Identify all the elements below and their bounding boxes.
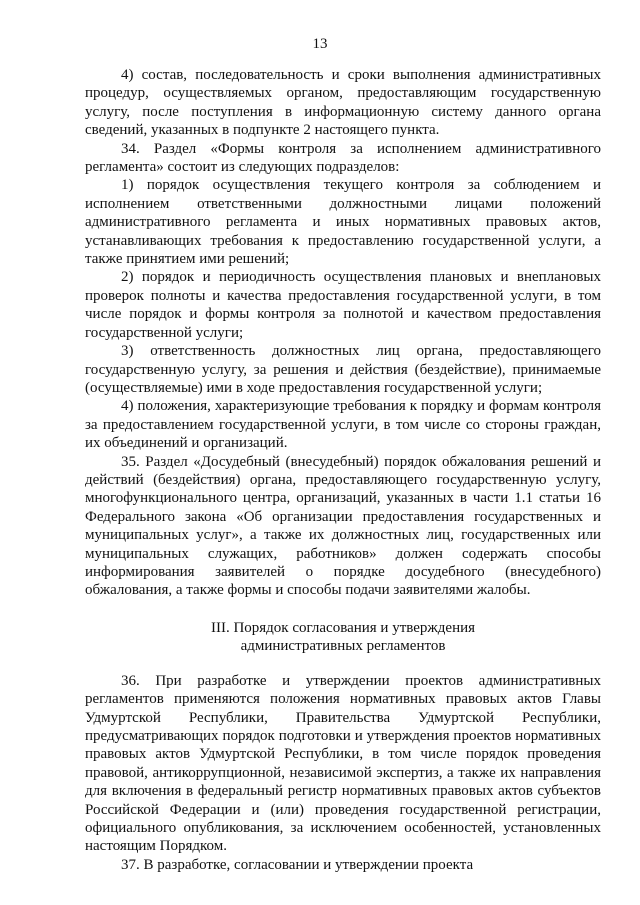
paragraph-37: 37. В разработке, согласовании и утверждении проекта [121,856,474,873]
paragraph-34: 34. Раздел «Формы контроля за исполнением административного регламента» состоит из следующих подразделов: [85,140,601,176]
section-heading-line-2: административных регламентов [240,638,446,655]
section-heading-line-1: III. Порядок согласования и утверждения [210,619,476,636]
paragraph-35: 35. Раздел «Досудебный (внесудебный) порядок обжалования решений и действий (бездействия) органа, предоставляющего государственную услугу, многофункционального центра, организаций, указанных в части 1.1 статьи 16 Федерального закона «Об организации предоставления государственных и муниципальных услуг», а также их должностных лиц, государственных или муниципальных служащих, работников» должен содержать способы информирования заявителей о порядке досудебного (внесудебного) обжалования, а также формы и способы подачи заявителями жалобы. [85,453,601,599]
page-number: 13 [312,36,328,52]
paragraph-34-item-2: 2) порядок и периодичность осуществления плановых и внеплановых проверок полноты и качества предоставления государственной услуги, в том числе порядок и формы контроля за полнотой и качеством предоставления государственной услуги; [85,269,601,341]
paragraph-36: 36. При разработке и утверждении проектов административных регламентов применяются положения нормативных правовых актов Главы Удмуртской Республики, Правительства Удмуртской Республики, предусматривающих порядок подготовки и утверждения проектов нормативных правовых актов Удмуртской Республики, в том числе порядок проведения правовой, антикоррупционной, независимой экспертиз, а также их направления для включения в федеральный регистр нормативных правовых актов субъектов Российской Федерации и (или) проведения государственной регистрации, официального опубликования, за исключением особенностей, установленных настоящим Порядком. [85,672,601,855]
paragraph-34-item-3: 3) ответственность должностных лиц органа, предоставляющего государственную услугу, за решения и действия (бездействие), принимаемые (осуществляемые) ими в ходе предоставления государственной услуги; [85,343,601,396]
paragraph-34-item-4: 4) положения, характеризующие требования к порядку и формам контроля за предоставлением государственной услуги, в том числе со стороны граждан, их объединений и организаций. [85,398,601,452]
paragraph-item-4-procedures: 4) состав, последовательность и сроки выполнения административных процедур, осуществляемых органом, предоставляющим государственную услугу, после поступления в информационную систему данного органа сведений, указанных в подпункте 2 настоящего пункта. [85,67,601,139]
section-heading [85,619,601,656]
paragraph-34-item-1: 1) порядок осуществления текущего контроля за соблюдением и исполнением ответственными должностными лицами положений административного регламента и иных нормативных правовых актов, устанавливающих требования к предоставлению государственной услуги, а также принятием ими решений; [85,177,601,268]
document-body [85,66,601,874]
